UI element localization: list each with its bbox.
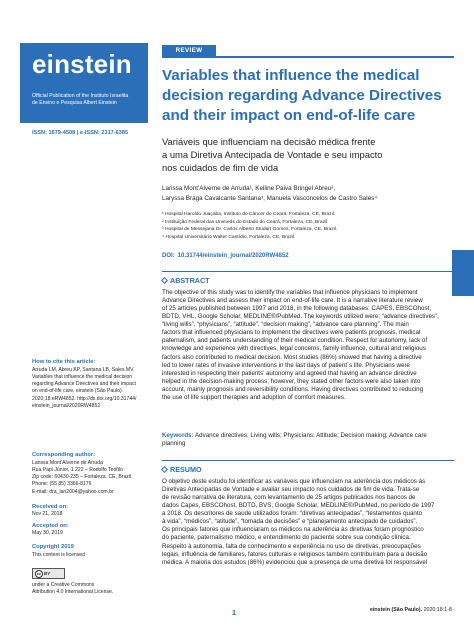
abstract-line: interested in respecting their patients’ autonomy and agreed that having an advance directive xyxy=(162,369,417,377)
abstract-heading xyxy=(162,276,210,285)
author-line: Larissa Mont'Alverne de Arruda¹, Kelline Paiva Bringel Abreu², xyxy=(162,185,336,192)
resumo-line: a 2018. Os descritores de saúde utilizados foram: “diretivas antecipadas”, “testamentos quanto xyxy=(162,510,423,518)
footer-citation xyxy=(370,607,452,613)
section-tab-review: REVIEW xyxy=(162,45,216,56)
abstract-line: The objective of this study was to identify the variables that influence physicians to implement xyxy=(162,289,418,296)
section-marker-icon xyxy=(161,466,168,473)
doi[interactable] xyxy=(162,253,289,259)
journal-logo: einstein xyxy=(32,49,132,79)
abstract-line: of 25 articles published between 1997 and 2018, in the following databases: CAPES, EBSCOhost, xyxy=(162,305,431,313)
affiliation-line: ⁴ Hospital Universitário Walter Cantídio, Fortaleza, CE, Brazil. xyxy=(162,234,296,240)
accepted-heading: Accepted on: xyxy=(32,523,69,529)
issn: ISSN: 1679-4508 | e-ISSN: 2317-6385 xyxy=(32,130,129,136)
affiliation-line: ³ Hospital de Messejana Dr. Carlos Alberto Studart Gomes, Fortaleza, CE, Brazil. xyxy=(162,227,338,233)
resumo-line: Respeito à autonomia, falta de conhecimento e experiência no uso de diretivas, preocupações xyxy=(162,542,421,550)
abstract-line: led to lower rates of invasive interventions in the last days of patient´s life. Physicians were xyxy=(162,361,410,369)
corresponding-author-heading: Corresponding author: xyxy=(32,452,96,458)
subtitle-line: a uma Diretiva Antecipada de Vontade e seu impacto xyxy=(162,149,383,161)
corresponding-line: Larissa Mont'Alverne de Arruda xyxy=(32,460,103,466)
received-heading: Received on: xyxy=(32,504,69,510)
copyright-heading: Copyright 2019 xyxy=(32,544,74,550)
corresponding-author-text xyxy=(32,460,140,496)
attribution-icon: BY xyxy=(44,571,51,576)
received-date: Nov 21, 2018 xyxy=(32,511,63,517)
affiliations xyxy=(162,211,454,241)
section-rule xyxy=(162,56,454,58)
resumo-line: do paciente, paternalismo médico, e entendimento do paciente sobre sua condição clínica. xyxy=(162,534,411,542)
subtitle-line: Variáveis que influenciam na decisão médica frente xyxy=(162,136,376,147)
resumo-heading xyxy=(162,465,202,474)
side-edge-tab xyxy=(452,250,474,296)
keywords-label: Keywords: xyxy=(162,432,194,439)
accepted-date: May 30, 2019 xyxy=(32,530,63,536)
cite-line: regarding Advance Directives and their impact xyxy=(32,381,136,388)
resumo-line: médica. A maioria dos estudos (86%) evidenciou que a presença de uma diretiva foi responsável xyxy=(162,558,428,566)
article-title xyxy=(162,66,458,125)
abstract-body xyxy=(162,289,454,402)
creative-commons-icon: cc xyxy=(36,571,42,576)
license-text-continued xyxy=(32,582,140,596)
abstract-line: BDTD, VHL, Google Scholar, MEDLINE®/PubMed. The keywords utilized were: “advance directives”, xyxy=(162,313,439,321)
abstract-line: factors also contributed to medical decision. Most studies (86%) showed that having a directive xyxy=(162,353,422,361)
abstract-rule xyxy=(162,271,454,272)
journal-publisher-note xyxy=(32,93,144,107)
resumo-line: Diretivas Antecipadas de Vontade e avaliar seu impacto nos cuidados de fim de vida. Trata-se xyxy=(162,486,420,494)
journal-logo-block xyxy=(20,43,148,123)
license-line: under a Creative Commons xyxy=(32,582,95,588)
resumo-line: O objetivo deste estudo foi identificar as variáveis que influenciam na aderência dos médicos às xyxy=(162,478,426,485)
doi-link[interactable]: 10.31744/einstein_journal/2020RW4852 xyxy=(177,253,289,259)
abstract-line: the use of life support therapies and adoption of comfort measures. xyxy=(162,393,346,401)
author-line: Laryssa Braga Cavalcante Santana³, Manuela Vasconcelos de Castro Sales⁴ xyxy=(162,194,378,202)
abstract-line: paternalism, and patients understanding of their medical condition. Respect for autonomy, lack of xyxy=(162,337,428,345)
resumo-line: Os principais fatores que influenciaram os médicos na aderência às diretivas foram prognóstico xyxy=(162,526,424,534)
keywords xyxy=(162,432,454,449)
license-line: This content is licensed xyxy=(32,552,85,558)
title-line: decision regarding Advance Directives xyxy=(162,86,442,104)
cite-line: Arruda LM, Abreu KP, Santana LB, Sales MV. xyxy=(32,367,135,373)
abstract-line: helped in the decision-making process; however, they stated other factors were also taken into xyxy=(162,377,421,385)
subtitle-line: nos cuidados de fim de vida xyxy=(162,162,279,174)
footer-volume: 2020;18:1-8 xyxy=(423,607,452,613)
affiliation-line: ¹ Hospital Haroldo Juaçaba, Instituto do Câncer do Ceará, Fortaleza, CE, Brazil. xyxy=(162,212,336,217)
keywords-list: Advance directives; Living wills; Physicians; Attitude; Decision making; Advance care xyxy=(195,432,427,439)
resumo-rule xyxy=(162,460,454,461)
cite-line: on end-of-life care. einstein (São Paulo). xyxy=(32,388,124,395)
abstract-line: knowledge and experience with directives, legal concerns, family influence, cultural and religious xyxy=(162,345,426,353)
keywords-line: planning xyxy=(162,440,186,448)
cc-by-license-badge[interactable] xyxy=(32,568,65,579)
resumo-line: de revisão narrativa de literatura, com levantamento de 25 artigos publicados nos bancos de xyxy=(162,494,416,502)
abstract-line: account, mainly prognosis and reversibility conditions. Having directives contributed to reducing xyxy=(162,385,424,393)
license-line[interactable]: Attribution 4.0 International License. xyxy=(32,589,114,596)
resumo-line: legais, influência de familiares, fatores culturais e religiosos também contribuíram para a decisão xyxy=(162,550,428,558)
title-line: Variables that influence the medical xyxy=(162,67,420,84)
corresponding-email[interactable]: E-mail: dra_lari2004@yahoo.com.br xyxy=(32,488,114,495)
resumo-body xyxy=(162,478,454,567)
section-marker-icon xyxy=(161,277,168,284)
how-to-cite-text xyxy=(32,367,140,410)
sidebar xyxy=(0,0,148,630)
corresponding-line: Zip code: 60430-235 – Fortaleza, CE, Brazil xyxy=(32,474,132,481)
corresponding-line: Phone: (55 85) 3366-8176 xyxy=(32,481,92,488)
abstract-heading-label: ABSTRACT xyxy=(170,276,210,285)
license-text xyxy=(32,552,140,559)
article-subtitle-portuguese xyxy=(162,135,454,174)
abstract-line: factors that influenced physicians to implement the directives were patients prognosis, medical xyxy=(162,329,421,337)
journal-publisher-line: Official Publication of the Instituto Israelita xyxy=(32,93,129,99)
cite-line[interactable]: einstein_journal/2020RW4852 xyxy=(32,402,101,409)
corresponding-line: Rua Papi Júnior, 1 222 – Rodolfo Teófilo xyxy=(32,467,123,474)
doi-label: DOI: xyxy=(162,253,175,259)
abstract-line: Advance Directives and assess their impact on end-of-life care. It is a narrative literature review xyxy=(162,297,423,305)
title-line: and their impact on end-of-life care xyxy=(162,106,416,124)
journal-publisher-line: de Ensino e Pesquisa Albert Einstein xyxy=(32,100,117,107)
cite-line: Variables that influence the medical decision xyxy=(32,374,133,381)
author-list xyxy=(162,184,458,204)
resumo-line: dados Capes, EBSCOhost, BDTD, BVS, Google Scholar, MEDLINE®/PubMed, no período de 1997 xyxy=(162,502,435,510)
resumo-heading-label: RESUMO xyxy=(170,465,202,474)
how-to-cite-heading: How to cite this article: xyxy=(32,359,96,365)
page-number: 1 xyxy=(232,608,237,617)
affiliation-line: ² Instituição Federal das Unimeds do Estado do Ceará, Fortaleza, CE, Brazil. xyxy=(162,219,329,225)
cite-line[interactable]: 2020;18:eRW4852. http://dx.doi.org/10.31744/ xyxy=(32,395,137,402)
resumo-line: à vida”, “médicos”, “atitude”, “tomada de decisões” e “planejamento antecipado de cuidados”. xyxy=(162,518,418,526)
footer-journal: einstein (São Paulo). xyxy=(370,607,423,613)
keywords-line xyxy=(162,432,454,440)
abstract-line: “living wills”, “physicians”, “attitude”, “decision making”, “advance care planning”. The main xyxy=(162,321,409,329)
